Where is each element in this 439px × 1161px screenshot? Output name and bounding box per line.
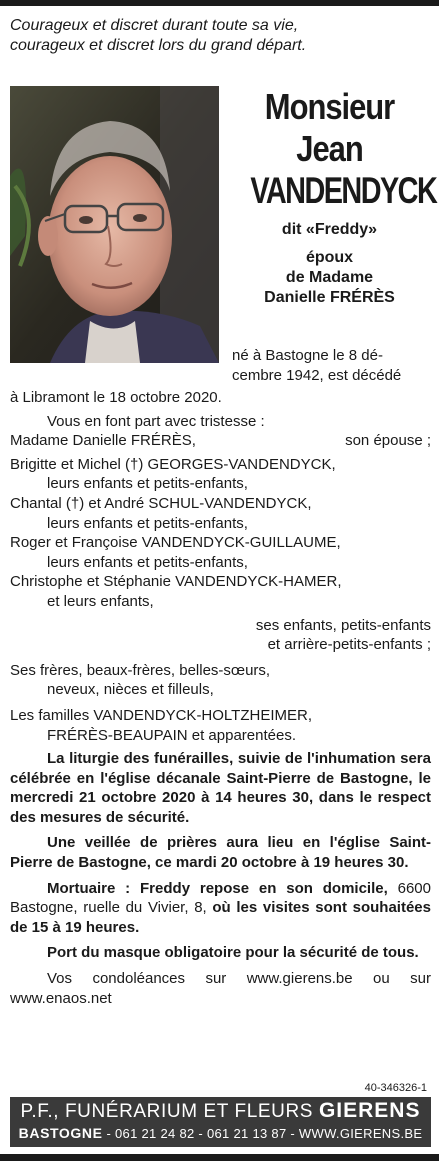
- child-family-desc: leurs enfants et petits-enfants,: [47, 475, 248, 493]
- epigraph: [10, 16, 430, 56]
- last-name: VANDENDYCK: [250, 170, 437, 211]
- other-families-desc: FRÉRÈS-BEAUPAIN et apparentées.: [47, 726, 296, 744]
- child-family-desc: leurs enfants et petits-enfants,: [47, 553, 248, 571]
- spouse-line: Danielle FRÉRÈS: [264, 289, 395, 306]
- vigil-text: Une veillée de prières aura lieu en l'église Saint-Pierre de Bastogne, ce mardi 20 octobre à 19 heures 30.: [10, 834, 431, 872]
- birth-details: [232, 346, 430, 386]
- announcement-body: [10, 388, 431, 1008]
- portrait-photo: [10, 86, 219, 363]
- funeral-home-contact: [10, 1124, 431, 1143]
- funeral-home-city: BASTOGNE: [18, 1125, 103, 1141]
- reference-number: 40-346326-1: [364, 1082, 427, 1094]
- funeral-home-banner: [10, 1097, 431, 1147]
- spouse-line: de Madame: [285, 269, 374, 286]
- family-intro: Vous en font part avec tristesse :: [47, 412, 265, 430]
- birth-line: né à Bastogne le 8 dé-: [232, 347, 383, 364]
- first-name: Jean: [296, 128, 363, 169]
- condolences-text[interactable]: Vos condoléances sur www.gierens.be ou sur www.enaos.net: [10, 970, 431, 1007]
- siblings: Ses frères, beaux-frères, belles-sœurs,: [10, 661, 271, 679]
- mortuary-address: 6600 Bastogne, ruelle du Vivier, 8,: [10, 879, 431, 917]
- child-family: Roger et Françoise VANDENDYCK-GUILLAUME,: [10, 534, 341, 552]
- funeral-home-phones[interactable]: - 061 21 24 82 - 061 21 13 87 - WWW.GIERENS.BE: [102, 1126, 423, 1141]
- birth-line: cembre 1942, est décédé: [232, 367, 402, 384]
- portrait-illustration: [10, 86, 219, 363]
- other-families: Les familles VANDENDYCK-HOLTZHEIMER,: [10, 706, 312, 724]
- child-family: Christophe et Stéphanie VANDENDYCK-HAMER,: [10, 573, 342, 591]
- children-role: ses enfants, petits-enfants: [255, 616, 431, 634]
- honorific: Monsieur: [264, 86, 395, 127]
- condolences: [10, 969, 431, 1008]
- child-family-desc: et leurs enfants,: [47, 592, 154, 610]
- funeral-home-name: [10, 1097, 431, 1124]
- mask-notice: [10, 943, 431, 963]
- funeral-home-brand: GIERENS: [318, 1099, 421, 1122]
- mortuary-hours: où les visites sont souhaitées de 15 à 19 heures.: [10, 899, 431, 936]
- liturgy-notice: [10, 749, 431, 827]
- birth-line: à Libramont le 18 octobre 2020.: [10, 389, 222, 406]
- liturgy-text: La liturgie des funérailles, suivie de l'inhumation sera célébrée en l'église décanale Saint-Pierre de Bastogne, le mercredi 21 octobre 2020 à 14 heures 30, dans le respect des mesures de sécurité.: [10, 750, 431, 826]
- mortuary-notice: [10, 879, 431, 938]
- vigil-notice: [10, 833, 431, 872]
- wife-name: Madame Danielle FRÉRÈS,: [10, 432, 196, 450]
- epigraph-line: Courageux et discret durant toute sa vie,: [10, 17, 299, 34]
- child-family: Brigitte et Michel (†) GEORGES-VANDENDYCK,: [10, 455, 336, 473]
- mask-text: Port du masque obligatoire pour la sécurité de tous.: [47, 944, 419, 962]
- bottom-rule: [0, 1154, 439, 1161]
- deceased-name-block: [228, 86, 437, 308]
- wife-role: son épouse ;: [345, 432, 431, 450]
- children-role: et arrière-petits-enfants ;: [267, 636, 431, 654]
- child-family-desc: leurs enfants et petits-enfants,: [47, 514, 248, 532]
- top-rule: [0, 0, 439, 6]
- nickname: dit «Freddy»: [281, 221, 378, 238]
- spouse-line: époux: [305, 249, 354, 266]
- funeral-home-prefix: P.F., FUNÉRARIUM ET FLEURS: [20, 1101, 319, 1122]
- siblings-desc: neveux, nièces et filleuls,: [47, 681, 214, 699]
- epigraph-line: courageux et discret lors du grand départ.: [10, 37, 307, 54]
- mortuary-bold: Mortuaire : Freddy repose en son domicile,: [47, 879, 388, 897]
- wife-row: [10, 431, 431, 451]
- child-family: Chantal (†) et André SCHUL-VANDENDYCK,: [10, 494, 312, 512]
